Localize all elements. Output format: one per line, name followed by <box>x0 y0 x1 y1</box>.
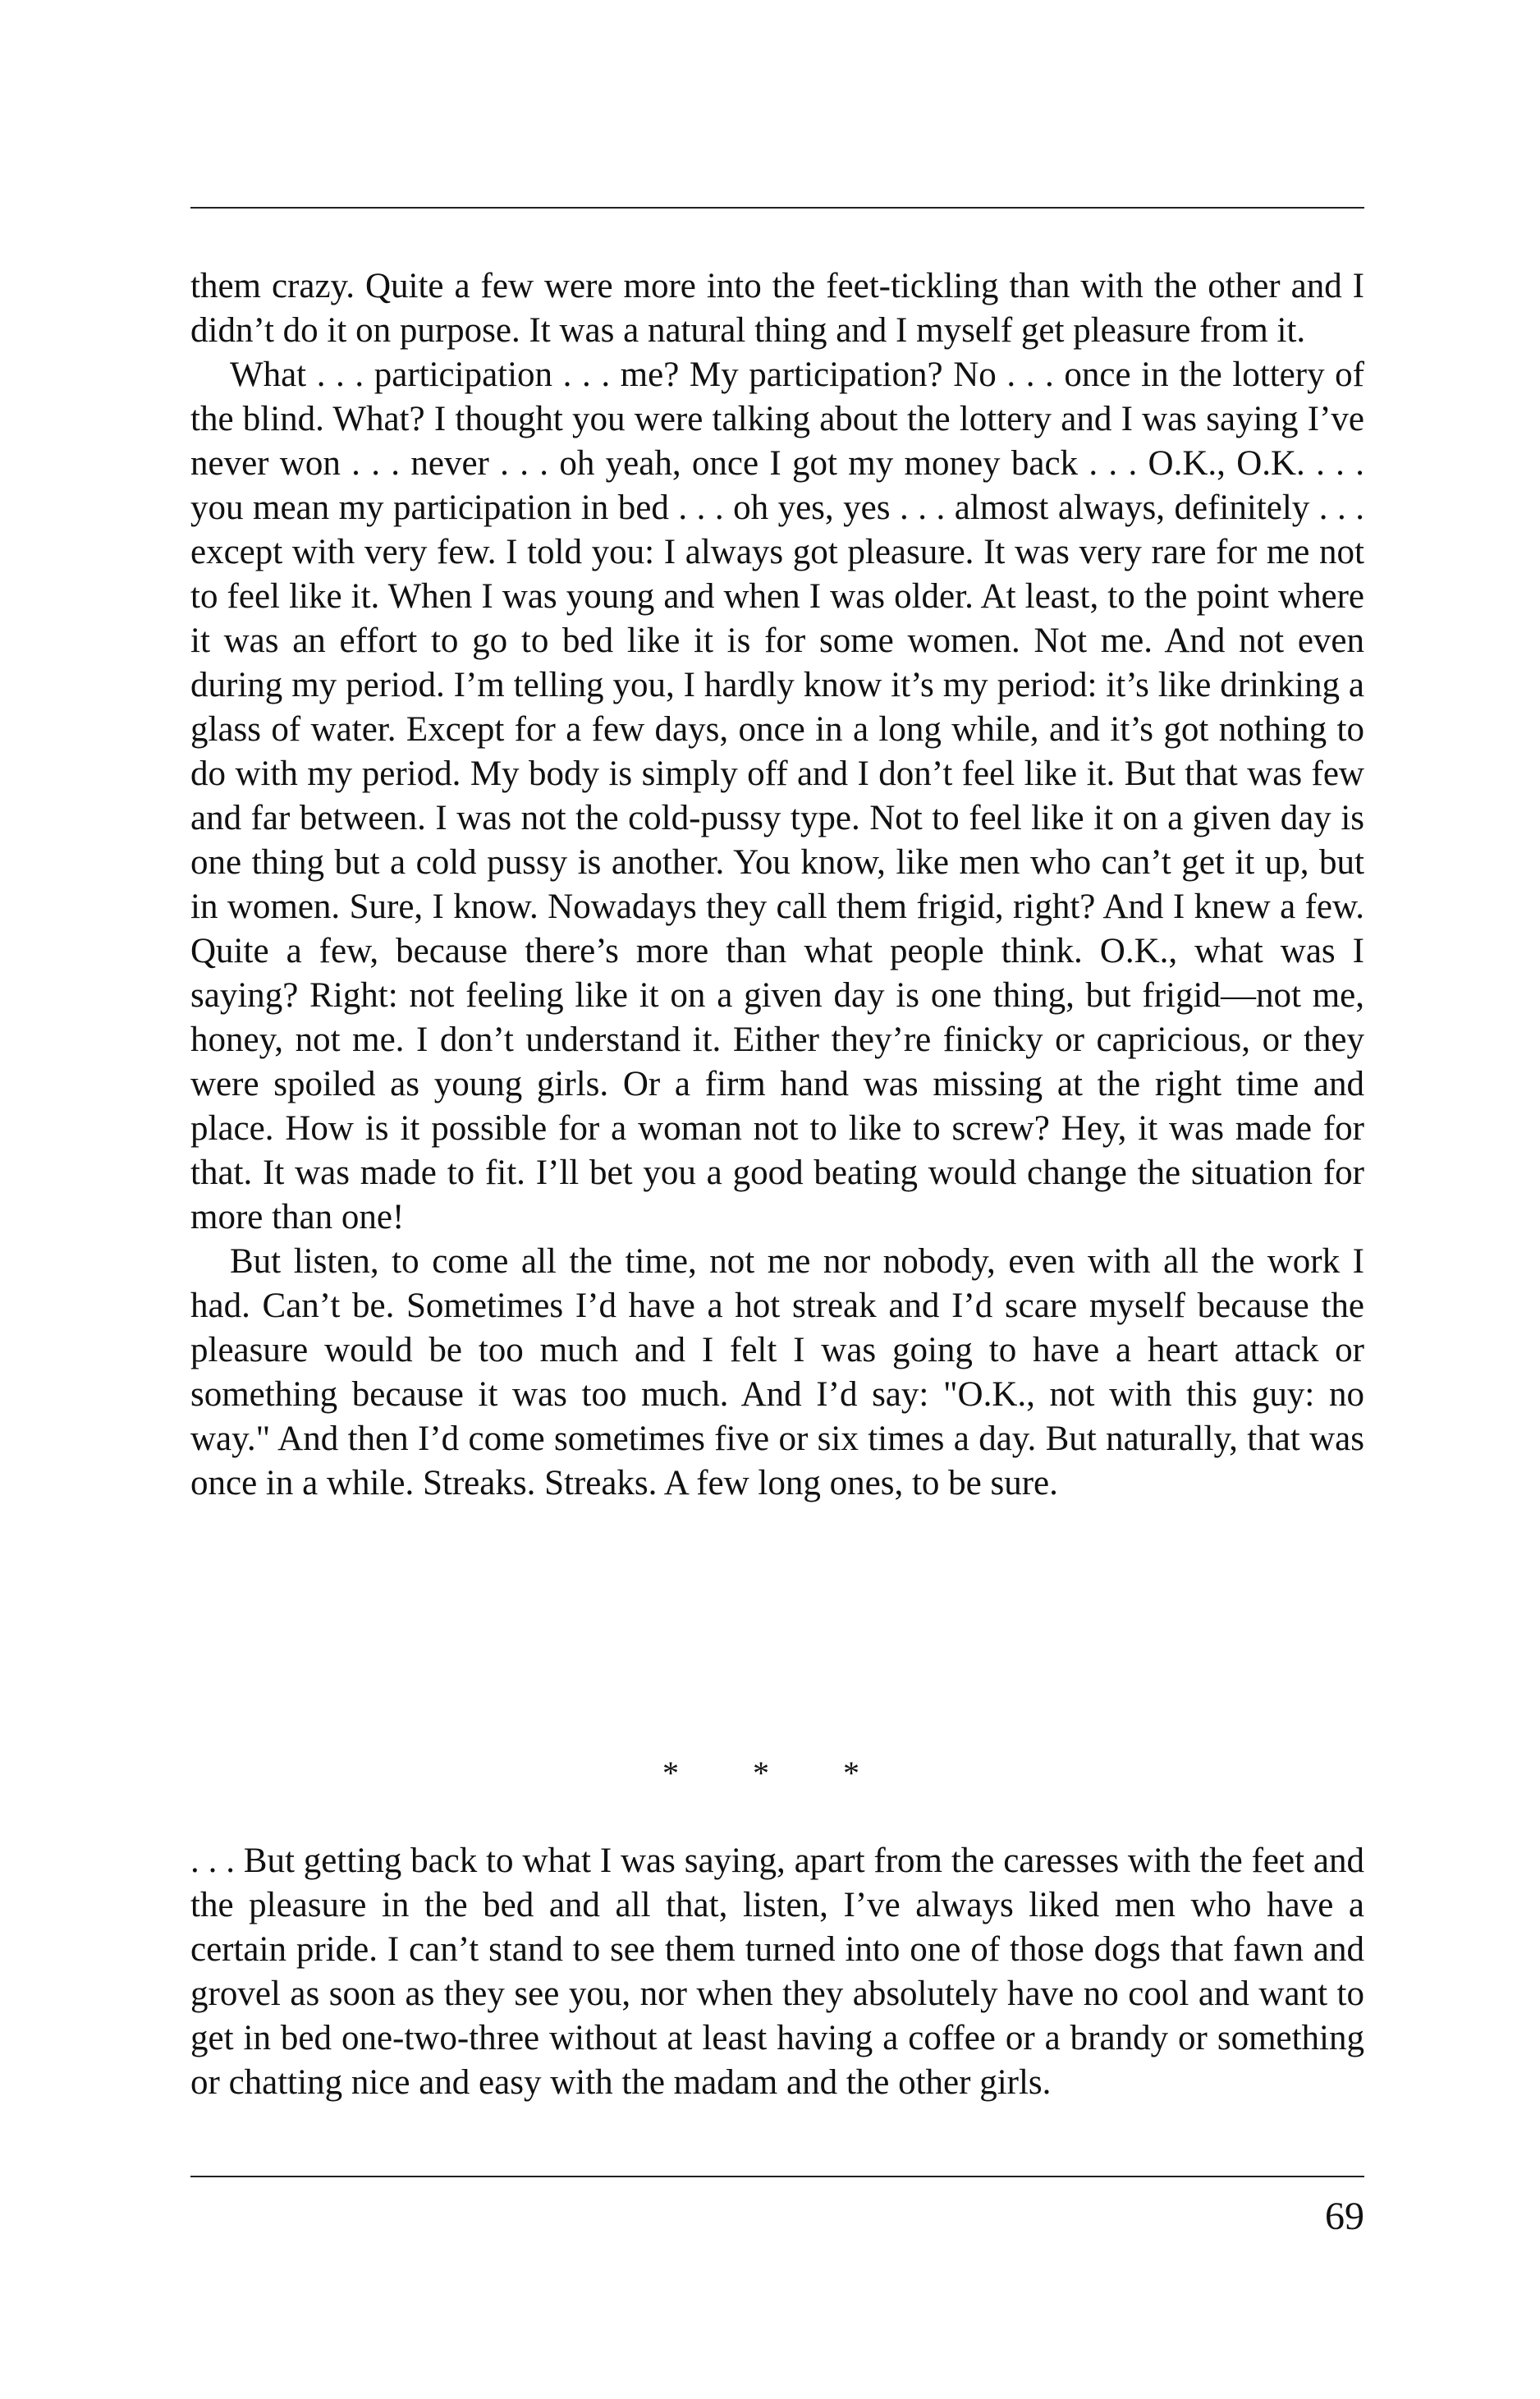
body-text-section-1 <box>190 264 1364 1506</box>
section-separator: * * * <box>662 1755 892 1791</box>
top-rule <box>190 207 1364 209</box>
page-number: 69 <box>1325 2195 1364 2238</box>
paragraph: But listen, to come all the time, not me nor nobody, even with all the work I had. Can’t be. Sometimes I’d have a hot streak and I’d scare myself because the pleasure would be too much and I felt I was going to have a heart attack or something because it was too much. And I’d say: "O.K., not with this guy: no way." And then I’d come sometimes five or six times a day. But naturally, that was once in a while. Streaks. Streaks. A few long ones, to be sure. <box>190 1242 1364 1502</box>
paragraph: . . . But getting back to what I was saying, apart from the caresses with the feet and the pleasure in the bed and all that, listen, I’ve always liked men who have a certain pride. I can’t stand to see them turned into one of those dogs that fawn and grovel as soon as they see you, nor when they absolutely have no cool and want to get in bed one-two-three without at least having a coffee or a brandy or something or chatting nice and easy with the madam and the other girls. <box>190 1842 1364 2102</box>
paragraph: them crazy. Quite a few were more into the feet-tickling than with the other and I didn’t do it on purpose. It was a natural thing and I myself get pleasure from it. <box>190 267 1364 350</box>
body-text-section-2 <box>190 1839 1364 2105</box>
bottom-rule <box>190 2176 1364 2177</box>
paragraph: What . . . participation . . . me? My participation? No . . . once in the lottery of the blind. What? I thought you were talking about the lottery and I was saying I’ve never won . . . never . . . oh yeah, once I got my money back . . . O.K., O.K. . . . you mean my participation in bed . . . oh yes, yes . . . almost always, definitely . . . except with very few. I told you: I always got pleasure. It was very rare for me not to feel like it. When I was young and when I was older. At least, to the point where it was an effort to go to bed like it is for some women. Not me. And not even during my period. I’m telling you, I hardly know it’s my period: it’s like drinking a glass of water. Except for a few days, once in a long while, and it’s got nothing to do with my period. My body is simply off and I don’t feel like it. But that was few and far between. I was not the cold-pussy type. Not to feel like it on a given day is one thing but a cold pussy is another. You know, like men who can’t get it up, but in women. Sure, I know. Nowadays they call them frigid, right? And I knew a few. Quite a few, because there’s more than what people think. O.K., what was I saying? Right: not feeling like it on a given day is one thing, but frigid—not me, honey, not me. I don’t understand it. Either they’re finicky or capricious, or they were spoiled as young girls. Or a firm hand was missing at the right time and place. How is it possible for a woman not to like to screw? Hey, it was made for that. It was made to fit. I’ll bet you a good beating would change the situation for more than one! <box>190 355 1364 1236</box>
